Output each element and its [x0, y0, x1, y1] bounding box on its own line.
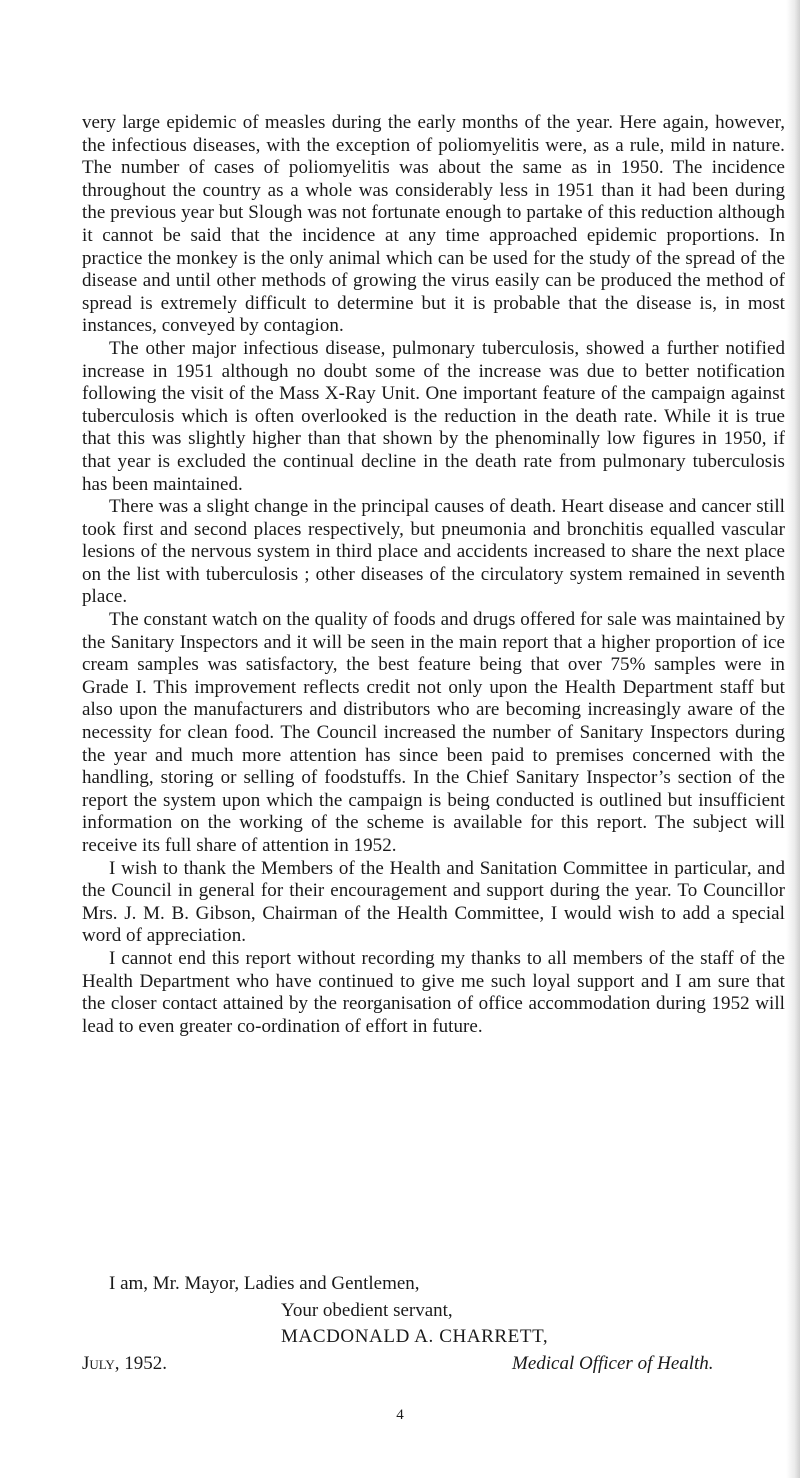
page-edge-shadow — [786, 0, 800, 1478]
paragraph-tuberculosis: The other major infectious disease, pulmonary tuberculosis, showed a further notified increase in 1951 although no doubt some of the increase was due to better notification following the visit of the Mass X-Ray Unit. One important feature of the campaign against tuberculosis which is often overlooked is the reduction in the death rate. While it is true that this was slightly higher than that shown by the phenominally low figures in 1950, if that year is excluded the continual decline in the death rate from pulmonary tuberculosis has been maintained. — [82, 337, 785, 495]
report-date: July, 1952. — [82, 1352, 168, 1374]
paragraph-food-and-drugs: The constant watch on the quality of foods and drugs offered for sale was maintained by the Sanitary Inspectors and it will be seen in the main report that a higher proportion of ice cream samples was satisfactory, the best feature being that over 75% samples were in Grade I. This improvement reflects credit not only upon the Health Department staff but also upon the manufacturers and distributors who are becoming increasingly aware of the necessity for clean food. The Council increased the number of Sanitary Inspectors during the year and much more attention has since been paid to premises concerned with the handling, storing or selling of foodstuffs. In the Chief Sanitary Inspector’s section of the report the system upon which the campaign is being conducted is outlined but insufficient information on the working of the scheme is available for this report. The subject will receive its full share of attention in 1952. — [82, 609, 785, 856]
letter-closing — [82, 1271, 785, 1377]
signatory-title: Medical Officer of Health. — [512, 1352, 714, 1374]
paragraph-causes-of-death: There was a slight change in the principal causes of death. Heart disease and cancer still took first and second places respectively, but pneumonia and bronchitis equalled vascular lesions of the nervous system in third place and accidents increased to share the next place on the list with tuberculosis ; other diseases of the circulatory system remained in seventh place. — [82, 496, 785, 608]
date-and-title-row — [82, 1351, 785, 1378]
report-body — [82, 112, 785, 1038]
paragraph-thanks-committee: I wish to thank the Members of the Health and Sanitation Committee in particular, and the Council in general for their encouragement and support during the year. To Councillor Mrs. J. M. B. Gibson, Chairman of the Health Committee, I would wish to add a special word of appreciation. — [82, 857, 785, 947]
signatory-name: MACDONALD A. CHARRETT, — [281, 1326, 549, 1347]
page-number: 4 — [396, 1407, 404, 1423]
paragraph-thanks-staff: I cannot end this report without recording my thanks to all members of the staff of the Health Department who have continued to give me such loyal support and I am sure that the closer contact attained by the reorganisation of office accommodation during 1952 will lead to even greater co-ordination of effort in future. — [82, 947, 785, 1037]
closing-valediction: Your obedient servant, — [281, 1299, 453, 1321]
paragraph-measles-poliomyelitis: very large epidemic of measles during the early months of the year. Here again, however, the infectious diseases, with the exception of poliomyelitis were, as a rule, mild in nature. The number of cases of poliomyelitis was about the same as in 1950. The incidence throughout the country as a whole was considerably less in 1951 than it had been during the previous year but Slough was not fortunate enough to partake of this reduction although it cannot be said that the incidence at any time approached epidemic proportions. In practice the monkey is the only animal which can be used for the study of the spread of the disease and until other methods of growing the virus easily can be produced the method of spread is extremely difficult to determine but it is probable that the disease is, in most instances, conveyed by contagion. — [82, 112, 785, 337]
closing-salutation: I am, Mr. Mayor, Ladies and Gentlemen, — [109, 1273, 420, 1294]
